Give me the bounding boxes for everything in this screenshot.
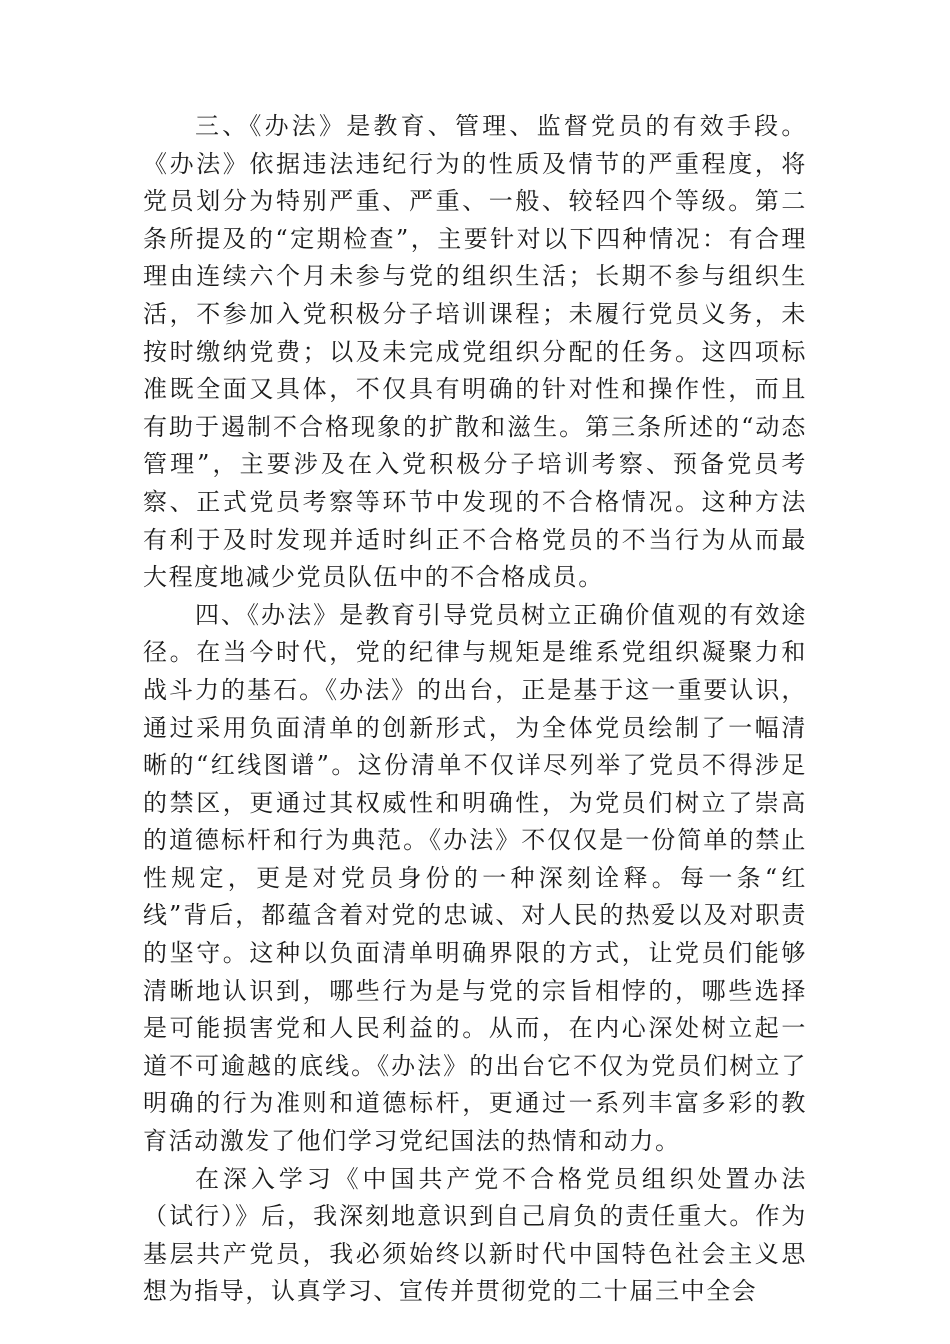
paragraph-three: 三、《办法》是教育、管理、监督党员的有效手段。《办法》依据违法违纪行为的性质及情节的严重程度，将党员划分为特别严重、严重、一般、较轻四个等级。第二条所提及的“定期检查”，主要针对以下四种情况：有合理理由连续六个月未参与党的组织生活；长期不参与组织生活，不参加入党积极分子培训课程；未履行党员义务，未按时缴纳党费；以及未完成党组织分配的任务。这四项标准既全面又具体，不仅具有明确的针对性和操作性，而且有助于遏制不合格现象的扩散和滋生。第三条所述的“动态管理”，主要涉及在入党积极分子培训考察、预备党员考察、正式党员考察等环节中发现的不合格情况。这种方法有利于及时发现并适时纠正不合格党员的不当行为从而最大程度地减少党员队伍中的不合格成员。 [143,112,807,592]
document-body [143,108,807,1311]
paragraph-conclusion: 在深入学习《中国共产党不合格党员组织处置办法（试行）》后，我深刻地意识到自己肩负的责任重大。作为基层共产党员，我必须始终以新时代中国特色社会主义思想为指导，认真学习、宣传并贯彻党的二十届三中全会 [143,1164,807,1306]
paragraph-four: 四、《办法》是教育引导党员树立正确价值观的有效途径。在当今时代，党的纪律与规矩是维系党组织凝聚力和战斗力的基石。《办法》的出台，正是基于这一重要认识，通过采用负面清单的创新形式，为全体党员绘制了一幅清晰的“红线图谱”。这份清单不仅详尽列举了党员不得涉足的禁区，更通过其权威性和明确性，为党员们树立了崇高的道德标杆和行为典范。《办法》不仅仅是一份简单的禁止性规定，更是对党员身份的一种深刻诠释。每一条“红线”背后，都蕴含着对党的忠诚、对人民的热爱以及对职责的坚守。这种以负面清单明确界限的方式，让党员们能够清晰地认识到，哪些行为是与党的宗旨相悖的，哪些选择是可能损害党和人民利益的。从而，在内心深处树立起一道不可逾越的底线。《办法》的出台它不仅为党员们树立了明确的行为准则和道德标杆，更通过一系列丰富多彩的教育活动激发了他们学习党纪国法的热情和动力。 [143,600,807,1156]
